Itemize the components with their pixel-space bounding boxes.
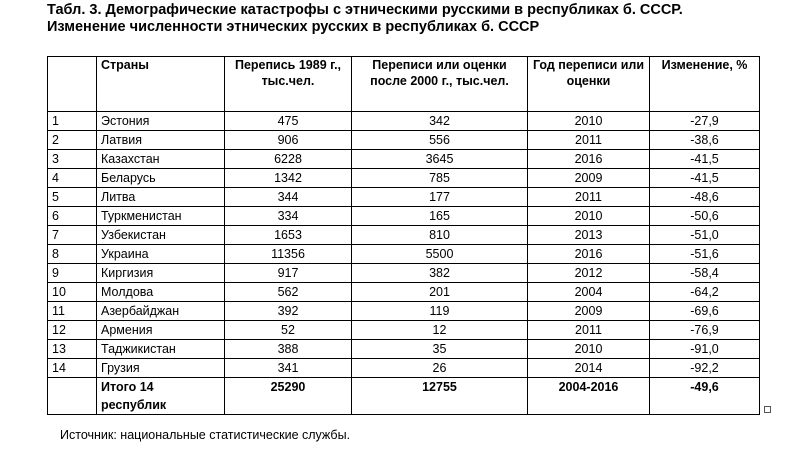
row-census-1989: 906 (225, 131, 352, 150)
row-year: 2012 (528, 264, 650, 283)
row-change: -51,0 (650, 226, 760, 245)
row-number: 8 (48, 245, 97, 264)
row-after-2000: 165 (352, 207, 528, 226)
row-country: Таджикистан (97, 340, 225, 359)
row-census-1989: 917 (225, 264, 352, 283)
row-number: 1 (48, 112, 97, 131)
row-country: Молдова (97, 283, 225, 302)
row-year: 2011 (528, 188, 650, 207)
table-row (48, 264, 760, 283)
row-census-1989: 341 (225, 359, 352, 378)
row-number: 11 (48, 302, 97, 321)
total-num-cell (48, 378, 97, 415)
row-after-2000: 342 (352, 112, 528, 131)
row-after-2000: 35 (352, 340, 528, 359)
row-census-1989: 52 (225, 321, 352, 340)
row-change: -41,5 (650, 169, 760, 188)
title-line-1: Табл. 3. Демографические катастрофы с этническими русскими в республиках б. СССР. (47, 2, 683, 18)
header-census-1989: Перепись 1989 г., тыс.чел. (225, 57, 352, 112)
total-year: 2004-2016 (528, 378, 650, 415)
row-year: 2010 (528, 340, 650, 359)
row-change: -50,6 (650, 207, 760, 226)
total-change: -49,6 (650, 378, 760, 415)
table-row (48, 359, 760, 378)
table-row (48, 340, 760, 359)
row-year: 2009 (528, 302, 650, 321)
table-row (48, 131, 760, 150)
row-number: 13 (48, 340, 97, 359)
row-census-1989: 475 (225, 112, 352, 131)
row-census-1989: 1342 (225, 169, 352, 188)
row-country: Грузия (97, 359, 225, 378)
table-row (48, 112, 760, 131)
row-after-2000: 382 (352, 264, 528, 283)
table-row (48, 207, 760, 226)
total-after-2000: 12755 (352, 378, 528, 415)
row-country: Казахстан (97, 150, 225, 169)
header-num (48, 57, 97, 112)
row-after-2000: 177 (352, 188, 528, 207)
source-note: Источник: национальные статистические службы. (60, 428, 351, 442)
row-change: -76,9 (650, 321, 760, 340)
row-country: Азербайджан (97, 302, 225, 321)
table-resize-handle[interactable] (764, 406, 771, 413)
row-country: Латвия (97, 131, 225, 150)
row-after-2000: 5500 (352, 245, 528, 264)
row-number: 6 (48, 207, 97, 226)
row-census-1989: 562 (225, 283, 352, 302)
row-census-1989: 6228 (225, 150, 352, 169)
row-change: -92,2 (650, 359, 760, 378)
row-after-2000: 119 (352, 302, 528, 321)
table-row (48, 245, 760, 264)
row-after-2000: 556 (352, 131, 528, 150)
row-number: 4 (48, 169, 97, 188)
table-row (48, 226, 760, 245)
total-label-line-1: Итого 14 (101, 380, 154, 394)
table-row (48, 283, 760, 302)
row-number: 3 (48, 150, 97, 169)
table-row (48, 150, 760, 169)
row-country: Узбекистан (97, 226, 225, 245)
row-census-1989: 1653 (225, 226, 352, 245)
row-change: -48,6 (650, 188, 760, 207)
header-after-2000: Переписи или оценки после 2000 г., тыс.чел. (352, 57, 528, 112)
row-number: 2 (48, 131, 97, 150)
total-label (97, 378, 225, 415)
row-change: -27,9 (650, 112, 760, 131)
row-census-1989: 392 (225, 302, 352, 321)
row-change: -64,2 (650, 283, 760, 302)
row-country: Украина (97, 245, 225, 264)
row-country: Эстония (97, 112, 225, 131)
total-census-1989: 25290 (225, 378, 352, 415)
table-title (47, 2, 683, 36)
row-country: Беларусь (97, 169, 225, 188)
row-number: 5 (48, 188, 97, 207)
row-census-1989: 334 (225, 207, 352, 226)
header-year: Год переписи или оценки (528, 57, 650, 112)
row-change: -51,6 (650, 245, 760, 264)
row-after-2000: 12 (352, 321, 528, 340)
row-after-2000: 785 (352, 169, 528, 188)
row-year: 2011 (528, 131, 650, 150)
row-change: -58,4 (650, 264, 760, 283)
row-change: -38,6 (650, 131, 760, 150)
population-table (47, 56, 760, 415)
row-census-1989: 388 (225, 340, 352, 359)
row-year: 2014 (528, 359, 650, 378)
row-number: 7 (48, 226, 97, 245)
row-change: -41,5 (650, 150, 760, 169)
row-number: 9 (48, 264, 97, 283)
total-row (48, 378, 760, 415)
row-after-2000: 3645 (352, 150, 528, 169)
table-row (48, 188, 760, 207)
title-line-2: Изменение численности этнических русских в республиках б. СССР (47, 19, 540, 35)
header-change: Изменение, % (650, 57, 760, 112)
row-after-2000: 201 (352, 283, 528, 302)
table-row (48, 169, 760, 188)
row-number: 12 (48, 321, 97, 340)
row-country: Армения (97, 321, 225, 340)
row-year: 2009 (528, 169, 650, 188)
header-country: Страны (97, 57, 225, 112)
table-row (48, 302, 760, 321)
row-census-1989: 344 (225, 188, 352, 207)
row-year: 2016 (528, 150, 650, 169)
row-year: 2011 (528, 321, 650, 340)
table-body (48, 112, 760, 378)
row-country: Литва (97, 188, 225, 207)
row-after-2000: 810 (352, 226, 528, 245)
row-change: -69,6 (650, 302, 760, 321)
row-number: 14 (48, 359, 97, 378)
table-row (48, 321, 760, 340)
row-number: 10 (48, 283, 97, 302)
row-country: Туркменистан (97, 207, 225, 226)
row-census-1989: 11356 (225, 245, 352, 264)
row-change: -91,0 (650, 340, 760, 359)
header-row (48, 57, 760, 112)
row-year: 2016 (528, 245, 650, 264)
row-country: Киргизия (97, 264, 225, 283)
row-year: 2004 (528, 283, 650, 302)
row-year: 2010 (528, 112, 650, 131)
row-after-2000: 26 (352, 359, 528, 378)
total-label-line-2: республик (101, 398, 167, 412)
row-year: 2013 (528, 226, 650, 245)
row-year: 2010 (528, 207, 650, 226)
